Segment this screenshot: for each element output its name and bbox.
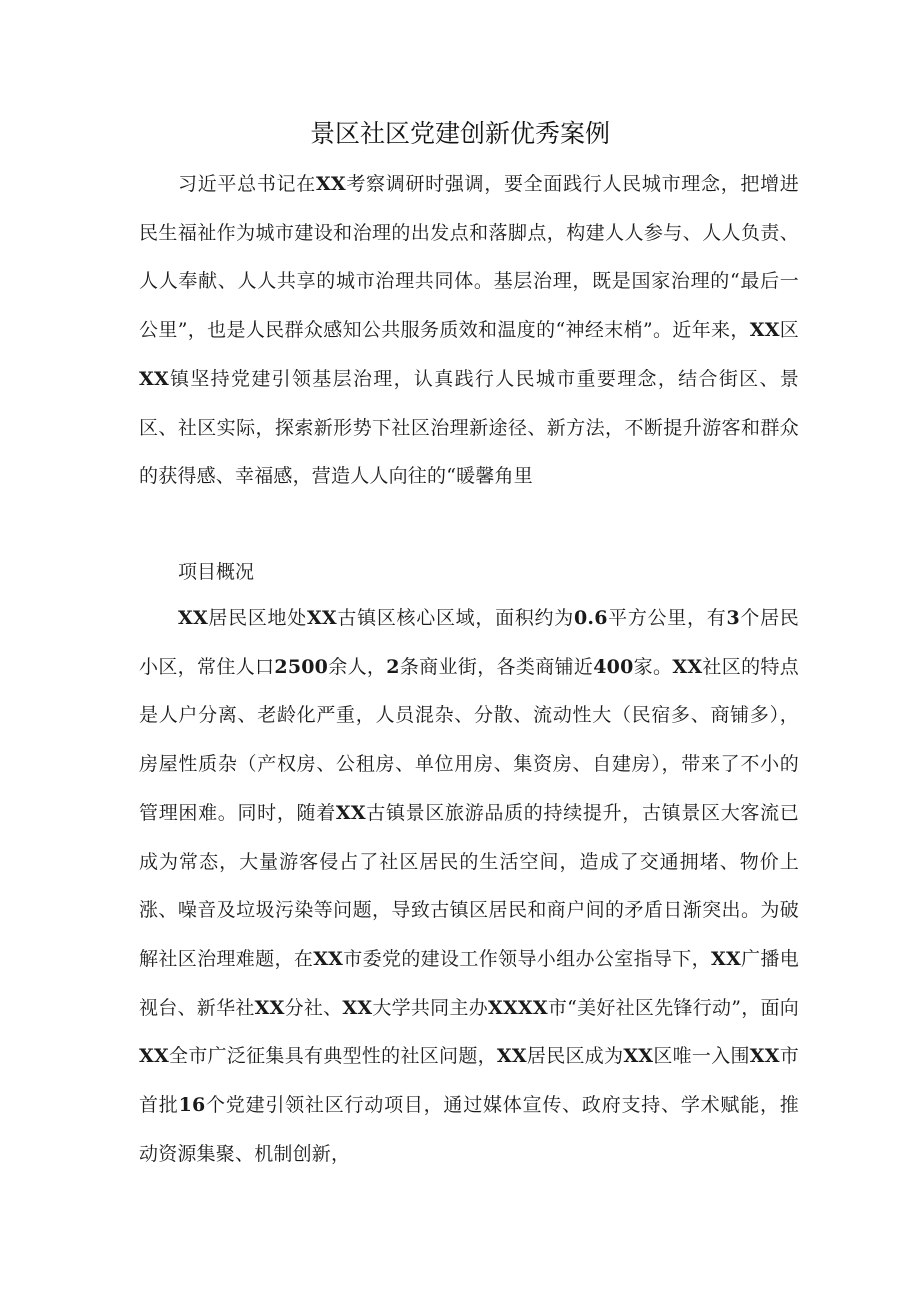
- section-body-paragraph: XX居民区地处XX古镇区核心区域，面积约为0.6平方公里，有3个居民小区，常住人口2500余人，2条商业街，各类商铺近400家。XX社区的特点是人户分离、老龄化严重，人员混杂、分散、流动性大（民宿多、商铺多），房屋性质杂（产权房、公租房、单位用房、集资房、自建房），带来了不小的管理困难。同时，随着XX古镇景区旅游品质的持续提升，古镇景区大客流已成为常态，大量游客侵占了社区居民的生活空间，造成了交通拥堵、物价上涨、噪音及垃圾污染等问题，导致古镇区居民和商户间的矛盾日渐突出。为破解社区治理难题，在XX市委党的建设工作领导小组办公室指导下，XX广播电视台、新华社XX分社、XX大学共同主办XXXX市“美好社区先锋行动”，面向XX全市广泛征集具有典型性的社区问题，XX居民区成为XX区唯一入围XX市首批16个党建引领社区行动项目，通过媒体宣传、政府支持、学术赋能，推动资源集聚、机制创新，: [139, 607, 800, 1165]
- document-title: 景区社区党建创新优秀案例: [309, 119, 610, 148]
- section-heading: 项目概况: [178, 561, 255, 583]
- intro-paragraph: 习近平总书记在XX考察调研时强调，要全面践行人民城市理念，把增进民生福祉作为城市建设和治理的出发点和落脚点，构建人人参与、人人负责、人人奉献、人人共享的城市治理共同体。基层治理，既是国家治理的“最后一公里”，也是人民群众感知公共服务质效和温度的“神经末梢”。近年来，XX区XX镇坚持党建引领基层治理，认真践行人民城市重要理念，结合街区、景区、社区实际，探索新形势下社区治理新途径、新方法，不断提升游客和群众的获得感、幸福感，营造人人向往的“暖馨角里: [139, 173, 800, 488]
